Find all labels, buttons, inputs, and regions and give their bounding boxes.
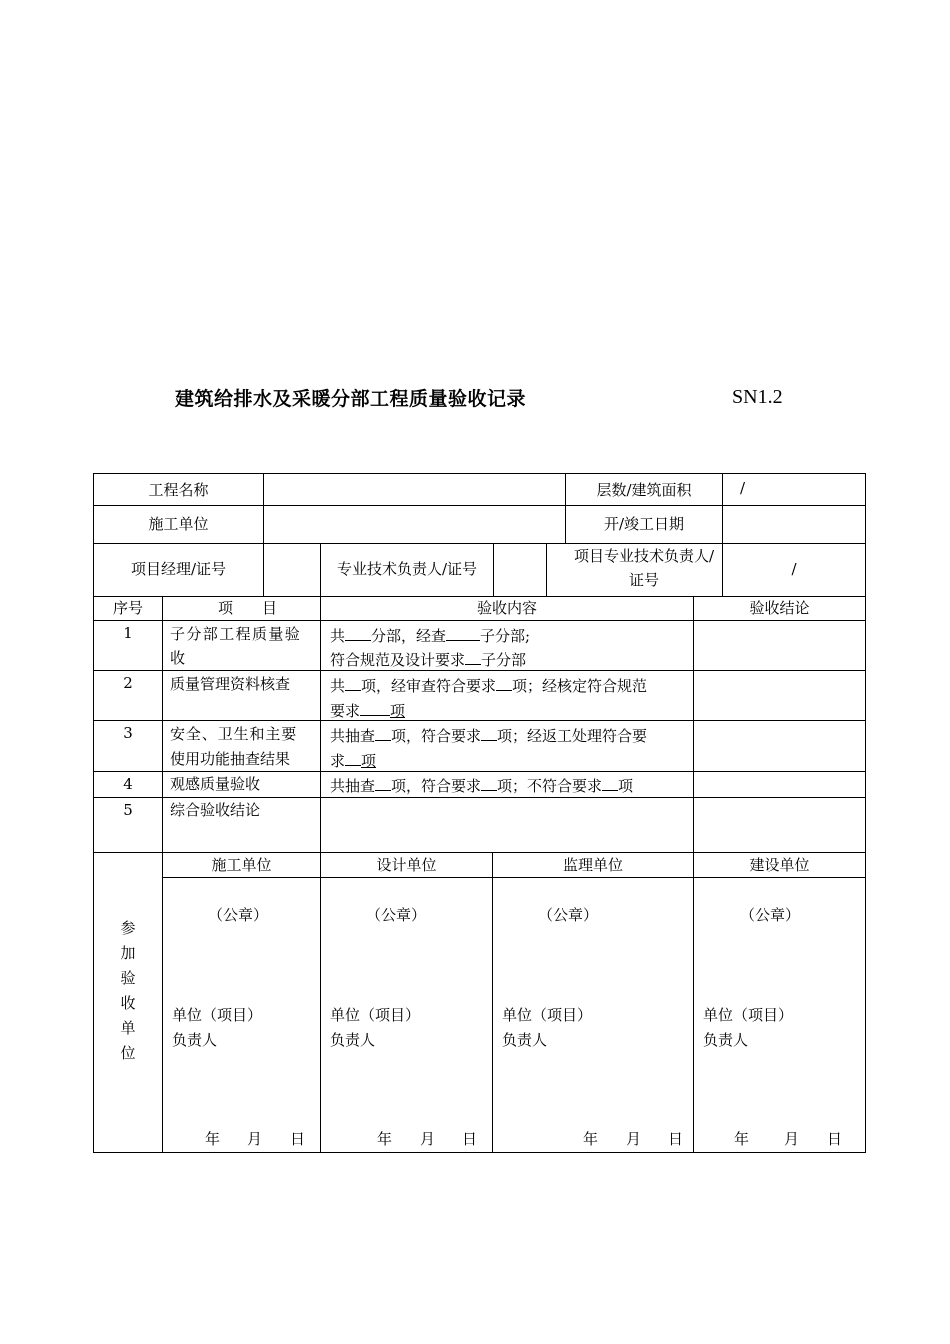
- row-4-content: 共抽查 项，符合要求 项；不符合要求 项: [330, 772, 633, 799]
- row-2-item: 质量管理资料核查: [170, 675, 291, 693]
- row-2-no: 2: [123, 674, 133, 692]
- document-title: 建筑给排水及采暖分部工程质量验收记录: [175, 388, 527, 410]
- month-design: 月: [420, 1130, 436, 1148]
- floors-area-value: /: [740, 479, 746, 497]
- row-4-item: 观感质量验收: [170, 775, 261, 793]
- responsible-design: 负责人: [330, 1031, 376, 1049]
- proj-tech-lead-label: 项目专业技术负责人/证号: [573, 547, 715, 589]
- seal-owner: （公章）: [740, 906, 801, 924]
- year-design: 年: [377, 1130, 393, 1148]
- row-5-no: 5: [123, 801, 133, 819]
- row-3-content-line1: 共抽查 项，符合要求 项；经返工处理符合要: [330, 722, 647, 749]
- day-contractor: 日: [290, 1130, 306, 1148]
- tech-lead-label: 专业技术负责人/证号: [336, 560, 478, 578]
- day-design: 日: [462, 1130, 478, 1148]
- responsible-owner: 负责人: [703, 1031, 749, 1049]
- responsible-supervision: 负责人: [502, 1031, 548, 1049]
- contractor-label: 施工单位: [148, 515, 209, 533]
- dates-label: 开/竣工日期: [603, 515, 685, 533]
- row-3-no: 3: [123, 724, 133, 742]
- day-supervision: 日: [668, 1130, 684, 1148]
- pm-label: 项目经理/证号: [130, 560, 227, 578]
- month-supervision: 月: [626, 1130, 642, 1148]
- row-1-content-line1: 共 分部，经查 子分部;: [330, 622, 530, 649]
- unit-header-contractor: 施工单位: [211, 856, 272, 874]
- month-contractor: 月: [247, 1130, 263, 1148]
- year-contractor: 年: [205, 1130, 221, 1148]
- row-1-no: 1: [123, 624, 133, 642]
- unit-project-owner: 单位（项目）: [703, 1006, 794, 1024]
- unit-project-contractor: 单位（项目）: [172, 1006, 263, 1024]
- month-owner: 月: [784, 1130, 800, 1148]
- participants-label-5: 单: [120, 1019, 136, 1037]
- col-seq-header: 序号: [112, 599, 143, 617]
- row-2-content-line1: 共 项，经审查符合要求 项；经核定符合规范: [330, 672, 647, 699]
- day-owner: 日: [827, 1130, 843, 1148]
- participants-label-6: 位: [120, 1044, 136, 1062]
- responsible-contractor: 负责人: [172, 1031, 218, 1049]
- seal-supervision: （公章）: [538, 906, 599, 924]
- participants-label-2: 加: [120, 944, 136, 962]
- project-name-label: 工程名称: [148, 481, 209, 499]
- year-supervision: 年: [583, 1130, 599, 1148]
- row-1-content-line2: 符合规范及设计要求 子分部: [330, 646, 526, 673]
- row-1-item-line2: 收: [170, 649, 186, 667]
- col-conclusion-header: 验收结论: [749, 599, 810, 617]
- unit-project-supervision: 单位（项目）: [502, 1006, 593, 1024]
- seal-design: （公章）: [366, 906, 427, 924]
- participants-label-1: 参: [120, 919, 136, 937]
- form-code: SN1.2: [732, 386, 783, 408]
- row-4-no: 4: [123, 775, 133, 793]
- row-1-item-line1: 子分部工程质量验: [170, 625, 302, 643]
- row-2-content-line2: 要求 项: [330, 697, 405, 724]
- unit-header-supervision: 监理单位: [562, 856, 623, 874]
- participants-label-4: 收: [120, 994, 136, 1012]
- col-item-header-b: 目: [262, 599, 278, 617]
- seal-contractor: （公章）: [208, 906, 269, 924]
- unit-header-design: 设计单位: [376, 856, 437, 874]
- year-owner: 年: [734, 1130, 750, 1148]
- col-item-header-a: 项: [218, 599, 234, 617]
- row-5-item: 综合验收结论: [170, 801, 261, 819]
- unit-project-design: 单位（项目）: [330, 1006, 421, 1024]
- row-3-content-line2: 求 项: [330, 747, 376, 774]
- row-3-item-line2: 使用功能抽查结果: [170, 750, 291, 768]
- unit-header-owner: 建设单位: [749, 856, 810, 874]
- participants-label-3: 验: [120, 969, 136, 987]
- proj-tech-lead-value: /: [791, 560, 797, 578]
- floors-area-label: 层数/建筑面积: [596, 481, 692, 499]
- col-content-header: 验收内容: [476, 599, 537, 617]
- row-3-item-line1: 安全、卫生和主要: [170, 725, 298, 743]
